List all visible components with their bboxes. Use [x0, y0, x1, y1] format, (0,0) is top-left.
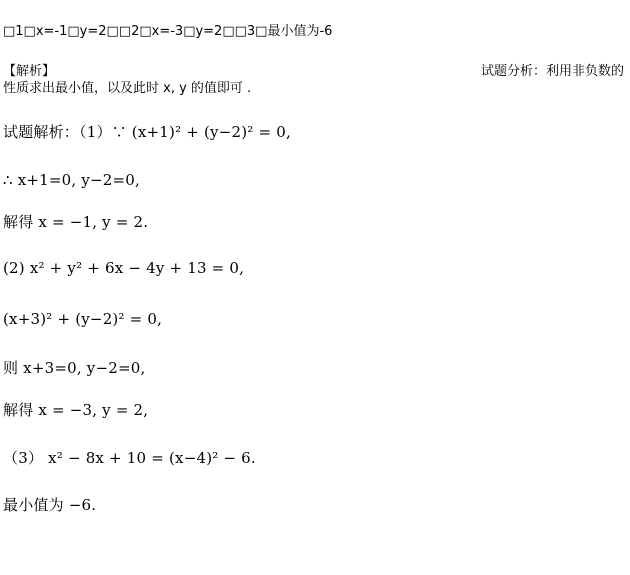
solution-line-4: (2) x² + y² + 6x − 4y + 13 = 0, [3, 259, 245, 277]
solution-line-1: 试题解析：（1）∵ (x+1)² + (y−2)² = 0, [3, 123, 291, 141]
analysis-heading: 【解析】 [3, 64, 56, 79]
answer-line: □1□x=-1□y=2□□2□x=-3□y=2□□3□最小值为-6 [3, 24, 333, 39]
solution-line-3: 解得 x = −1, y = 2. [3, 213, 149, 231]
solution-line-9: 最小值为 −6. [3, 496, 97, 514]
analysis-summary-right: 试题分析：利用非负数的 [480, 64, 624, 79]
solution-line-2: ∴ x+1=0, y−2=0, [3, 171, 140, 189]
solution-line-7: 解得 x = −3, y = 2, [3, 401, 149, 419]
solution-line-8: （3） x² − 8x + 10 = (x−4)² − 6. [3, 449, 256, 467]
solution-line-5: (x+3)² + (y−2)² = 0, [3, 310, 163, 328]
solution-line-6: 则 x+3=0, y−2=0, [3, 359, 146, 377]
analysis-summary-line2: 性质求出最小值，以及此时 x, y 的值即可 . [3, 81, 252, 96]
